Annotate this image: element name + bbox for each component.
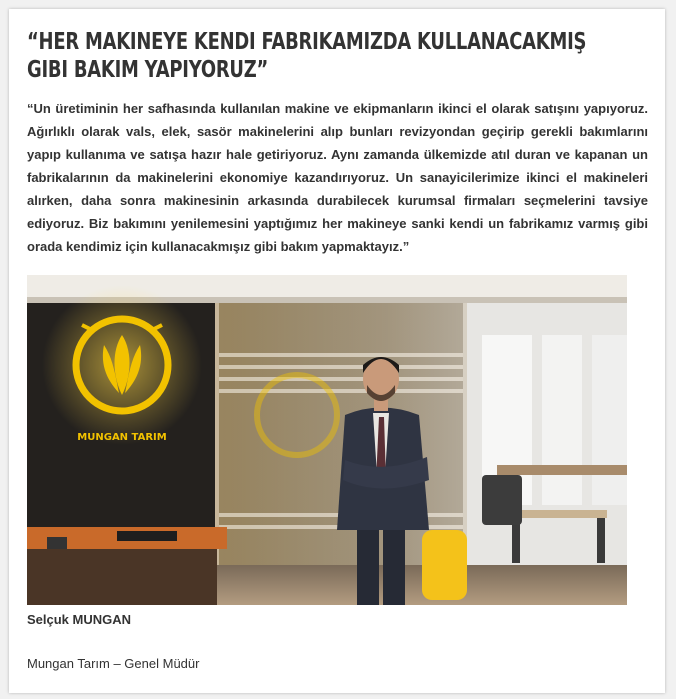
logo-text: MUNGAN TARIM [77,432,167,443]
portrait-photo [27,275,627,605]
caption-name: Selçuk MUNGAN [27,612,132,627]
article-card [9,9,665,693]
article-quote: “Un üretiminin her safhasında kullanılan makine ve ekipmanların ikinci el olarak satışını yapıyoruz. Ağırlıklı olarak vals, elek, sasör makinelerini alıp bunları revizyondan geçirip gerekli bakımlarını yapıp kullanıma ve satışa hazır hale getiriyoruz. Aynı zamanda ülkemizde atıl duran ve kapanan un fabrikalarının da makinelerini ekonomiye kazandırıyoruz. Un sanayicilerimize ikinci el makineleri alırken, daha sonra makinesinin arkasında durabilecek kurumsal firmaları seçmelerini tavsiye ediyoruz. Biz bakımını yenilemesini yaptığımız her makineye sanki kendi un fabrikamız varmış gibi orada kendimiz için kullanacakmışız gibi bakım yapmaktayız.” [27,101,648,254]
article-title: “HER MAKINEYE KENDI FABRIKAMIZDA KULLANACAKMIŞ GIBI BAKIM YAPIYORUZ” [27,29,587,83]
caption-role: Mungan Tarım – Genel Müdür [27,656,200,671]
yellow-chair [422,530,467,600]
